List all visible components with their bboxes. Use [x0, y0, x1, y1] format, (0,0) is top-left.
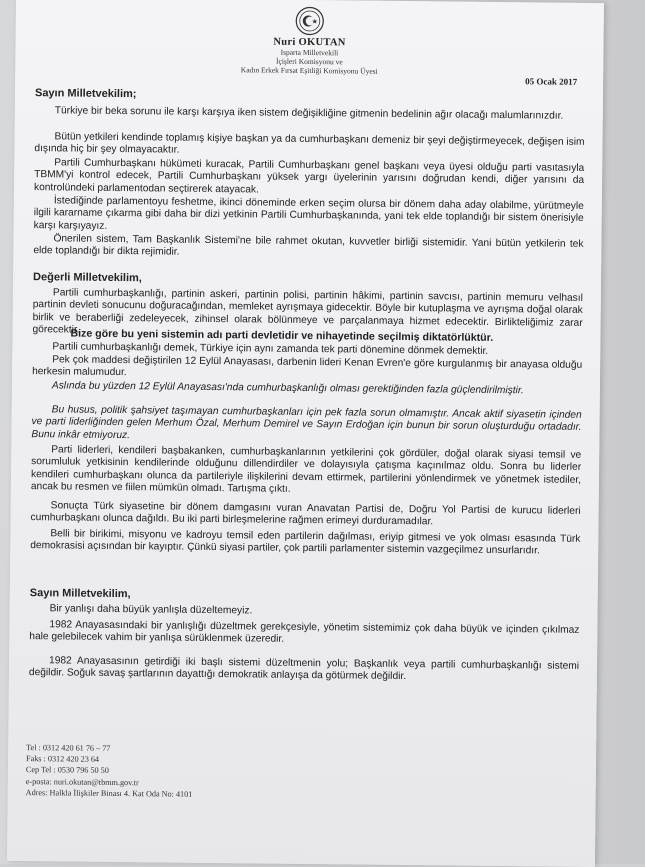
- footer-address: Adres: Halkla İlişkiler Binası 4. Kat Oda No: 4101: [25, 787, 193, 799]
- letterhead: [15, 3, 604, 78]
- letter-date: 05 Ocak 2017: [525, 76, 578, 87]
- paragraph: Aslında bu yüzden 12 Eylül Anayasası'nda cumhurbaşkanlığı olması gerektiğinden fazla güçlendirilmiştir.: [51, 380, 524, 397]
- paragraph: Sonuçta Türk siyasetine bir dönem damgasını vuran Anavatan Partisi de, Doğru Yol Partisi de kurucu liderleri cumhurbaşkanı olunca dağıldı. Bu iki parti birleşmelerine rağmen erimeyi durduramadılar.: [30, 500, 581, 528]
- paragraph: Bir yanlışı daha büyük yanlışla düzeltemeyiz.: [49, 603, 253, 617]
- bold-statement: Bize göre bu yeni sistemin adı parti devletidir ve nihayetinde seçilmiş diktatörlüktür.: [70, 327, 494, 344]
- paragraph: Partili cumhurbaşkanlığı demek, Türkiye için aynı zamanda tek parti dönemine dönmek demektir.: [52, 341, 489, 357]
- footer-fax: Faks : 0312 420 23 64: [25, 754, 100, 765]
- paragraph: Pek çok maddesi değiştirilen 12 Eylül Anayasası, darbenin lideri Kenan Evren'e göre kurgulanmış bir anayasa olduğu herkesin malumudur.: [32, 354, 583, 379]
- salutation-2: Değerli Milletvekilim,: [33, 271, 142, 285]
- footer-mobile: Cep Tel : 0530 796 50 50: [25, 765, 109, 776]
- sender-commission-2: Kadın Erkek Fırsat Eşitliği Komisyonu Üyesi: [240, 65, 378, 76]
- contact-footer: [26, 742, 193, 800]
- letter-page: [7, 0, 604, 867]
- paragraph: 1982 Anayasasının getirdiği iki başlı sistemi düzeltmenin yolu; Başkanlık veya partili cumhurbaşkanlığı sistemi değildir. Soğuk savaş şartlarının dayattığı demokratik anlayışa da götürmek değildir.: [28, 655, 580, 683]
- tbmm-emblem-icon: [295, 6, 325, 36]
- sender-name: Nuri OKUTAN: [273, 36, 346, 49]
- paragraph: Önerilen sistem, Tam Başkanlık Sistemi'ne bile rahmet okutan, kuvvetler birliği sistemidir. Yani bütün yetkilerin tek elde toplandığı bir dikta rejimidir.: [33, 233, 584, 259]
- paragraph: 1982 Anayasasındaki bir yanlışlığı düzeltmek gerekçesiyle, yönetim sistemimiz çok daha büyük ve içinden çıkılmaz hale gelebilecek vahim bir yanlışa sürüklenmek üzeredir.: [29, 619, 580, 646]
- paragraph: Partili Cumhurbaşkanı hükümeti kuracak, Partili Cumhurbaşkanı genel başkanı veya üyesi olduğu parti vasıtasıyla TBMM'yi kontrol edecek, Partili Cumhurbaşkanı yüksek yargı üyelerinin yarısını doğrudan kendi, diğer yarısını da kontrolündeki parlamentodan seçtirerek atayacak.: [33, 157, 585, 196]
- sender-title: Isparta Milletvekili: [280, 47, 339, 58]
- paragraph: Belli bir birikimi, misyonu ve kadroyu temsil eden partilerin dağılması, eriyip gitmesi ve yok olması esasında Türk demokrasisi açısından bir kayıptır. Çünkü siyasi partiler, çok partili parlamenter sistemin vazgeçilmez unsurlarıdır.: [30, 528, 581, 557]
- paragraph: İstediğinde parlamentoyu feshetme, ikinci döneminde erken seçim olursa bir dönem daha aday olabilme, yürütmeyle ilgili kararname çıkarma gibi daha bir dizi yetkinin Partili Cumhurbaşkanında, yani tek elde toplandığı bir sistem önerisiyle karşı karşıyayız.: [33, 195, 584, 232]
- paragraph: Bütün yetkileri kendinde toplamış kişiye başkan ya da cumhurbaşkanı demeniz bir şeyi değiştirmeyecek, değişen isim dışında hiç bir şey olmayacaktır.: [34, 131, 585, 157]
- salutation-3: Sayın Milletvekilim,: [29, 587, 131, 601]
- footer-email: e-posta: nuri.okutan@tbmm.gov.tr: [25, 776, 139, 787]
- paragraph: Bu husus, politik şahsiyet taşımayan cumhurbaşkanları için pek fazla sorun olmamıştır. Ancak aktif siyasetin içinden ve parti liderliğinden gelen Merhum Özal, Merhum Demirel ve Sayın Erdoğan için bunun bir sorun oluşturduğu ortadadır. Bunu inkâr etmiyoruz.: [31, 404, 582, 441]
- paragraph: Türkiye bir beka sorunu ile karşı karşıya iken sistem değişikliğine gitmenin bedelinin ağır olacağı malumlarınızdır.: [54, 105, 564, 122]
- paragraph: Parti liderleri, kendileri başbakanken, cumhurbaşkanlarının yetkilerini çok gördüler, doğal olarak siyasi temsil ve sorumluluk yetkisinin kendilerinde olduğunu dillendirdiler ve dolayısıyla çatışma kaçınılmaz oldu. Sonra bu liderler kendileri cumhurbaşkanı olunca da partileriyle ilişkilerini devam ettirmek, partilerini yönlendirmek ve yönetmek istediler, ancak bu resmen ve fiilen mümkün olmadı. Tartışma çıktı.: [30, 444, 582, 496]
- salutation-1: Sayın Milletvekilim;: [34, 87, 137, 101]
- footer-tel: Tel : 0312 420 61 76 – 77: [26, 743, 111, 753]
- paragraph: Partili cumhurbaşkanlığı, partinin askeri, partinin polisi, partinin hâkimi, partinin savcısı, partinin memuru velhasıl partinin devleti sonucunu doğuracağından, memleket ayrışmaya gidecektir. Böyle bir kutuplaşma ve ayrışma doğal olarak birlik ve beraberliği zedeleyecek, zihinsel olarak bölünmeye ve parçalanmaya hizmet edecektir. Birlikteliğimiz zarar görecektir.: [32, 287, 583, 336]
- sender-commission-1: İçişleri Komisyonu ve: [275, 56, 343, 67]
